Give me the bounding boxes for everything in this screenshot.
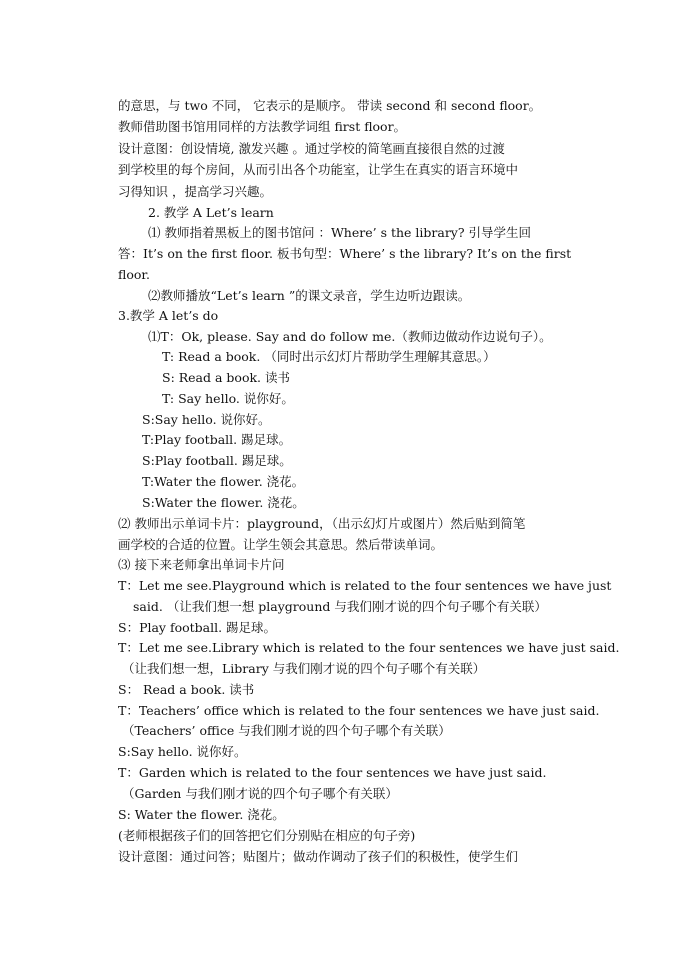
text-line: ⑴T：Ok, please. Say and do follow me.（教师边做动作边说句子）。 (148, 329, 552, 344)
text-line: T：Garden which is related to the four sentences we have just said. (118, 765, 547, 780)
text-line: S: Water the flower. 浇花。 (118, 807, 285, 822)
text-line: ⑵教师播放“Let’s learn ”的课文录音，学生边听边跟读。 (148, 288, 471, 303)
text-line: T:Water the flower. 浇花。 (142, 474, 305, 489)
text-line: 教师借助图书馆用同样的方法教学词组 first floor。 (118, 119, 407, 134)
text-line: T:Play football. 踢足球。 (142, 432, 292, 447)
text-line: （让我们想一想，Library 与我们刚才说的四个句子哪个有关联） (122, 661, 486, 676)
text-line: ⑵ 教师出示单词卡片：playground，（出示幻灯片或图片）然后贴到简笔 (118, 516, 526, 531)
text-line: (老师根据孩子们的回答把它们分别贴在相应的句子旁) (118, 828, 416, 843)
text-line: T: Say hello. 说你好。 (162, 391, 294, 406)
text-line: （Garden 与我们刚才说的四个句子哪个有关联） (122, 786, 398, 801)
text-line: （Teachers’ office 与我们刚才说的四个句子哪个有关联） (122, 723, 451, 738)
text-line: 的意思，与 two 不同， 它表示的是顺序。 带读 second 和 second floor。 (118, 98, 542, 113)
text-line: S:Water the flower. 浇花。 (142, 495, 305, 510)
text-line: S:Say hello. 说你好。 (118, 744, 247, 759)
section-heading: 2. 教学 A Let’s learn (148, 205, 274, 220)
text-line: S： Read a book. 读书 (118, 682, 255, 697)
text-line: 设计意图：通过问答；贴图片；做动作调动了孩子们的积极性，使学生们 (118, 849, 519, 864)
text-line: 画学校的合适的位置。让学生领会其意思。然后带读单词。 (118, 537, 444, 552)
section-heading: 3.教学 A let’s do (118, 308, 219, 323)
text-line: T：Let me see.Playground which is related to the four sentences we have just (118, 578, 612, 593)
text-line: S:Play football. 踢足球。 (142, 453, 292, 468)
text-line: T: Read a book. （同时出示幻灯片帮助学生理解其意思。） (162, 349, 496, 364)
text-line: 习得知识 ，提高学习兴趣。 (118, 184, 272, 199)
text-line: S：Play football. 踢足球。 (118, 620, 277, 635)
text-line: said. （让我们想一想 playground 与我们刚才说的四个句子哪个有关联） (133, 599, 547, 614)
text-line: 设计意图：创设情境, 激发兴趣 。通过学校的简笔画直接很自然的过渡 (118, 141, 505, 156)
text-line: 答：It’s on the first floor. 板书句型：Where’ s the library? It’s on the first (118, 246, 572, 261)
text-line: ⑶ 接下来老师拿出单词卡片问 (118, 557, 285, 572)
text-line: ⑴ 教师指着黑板上的图书馆问 ：Where’ s the library? 引导学生回 (148, 225, 532, 240)
text-line: S: Read a book. 读书 (162, 370, 290, 385)
text-line: T：Teachers’ office which is related to the four sentences we have just said. (118, 703, 600, 718)
text-line: S:Say hello. 说你好。 (142, 412, 271, 427)
text-line: T：Let me see.Library which is related to the four sentences we have just said. (118, 640, 620, 655)
text-line: floor. (118, 267, 150, 282)
text-line: 到学校里的每个房间，从而引出各个功能室，让学生在真实的语言环境中 (118, 162, 519, 177)
